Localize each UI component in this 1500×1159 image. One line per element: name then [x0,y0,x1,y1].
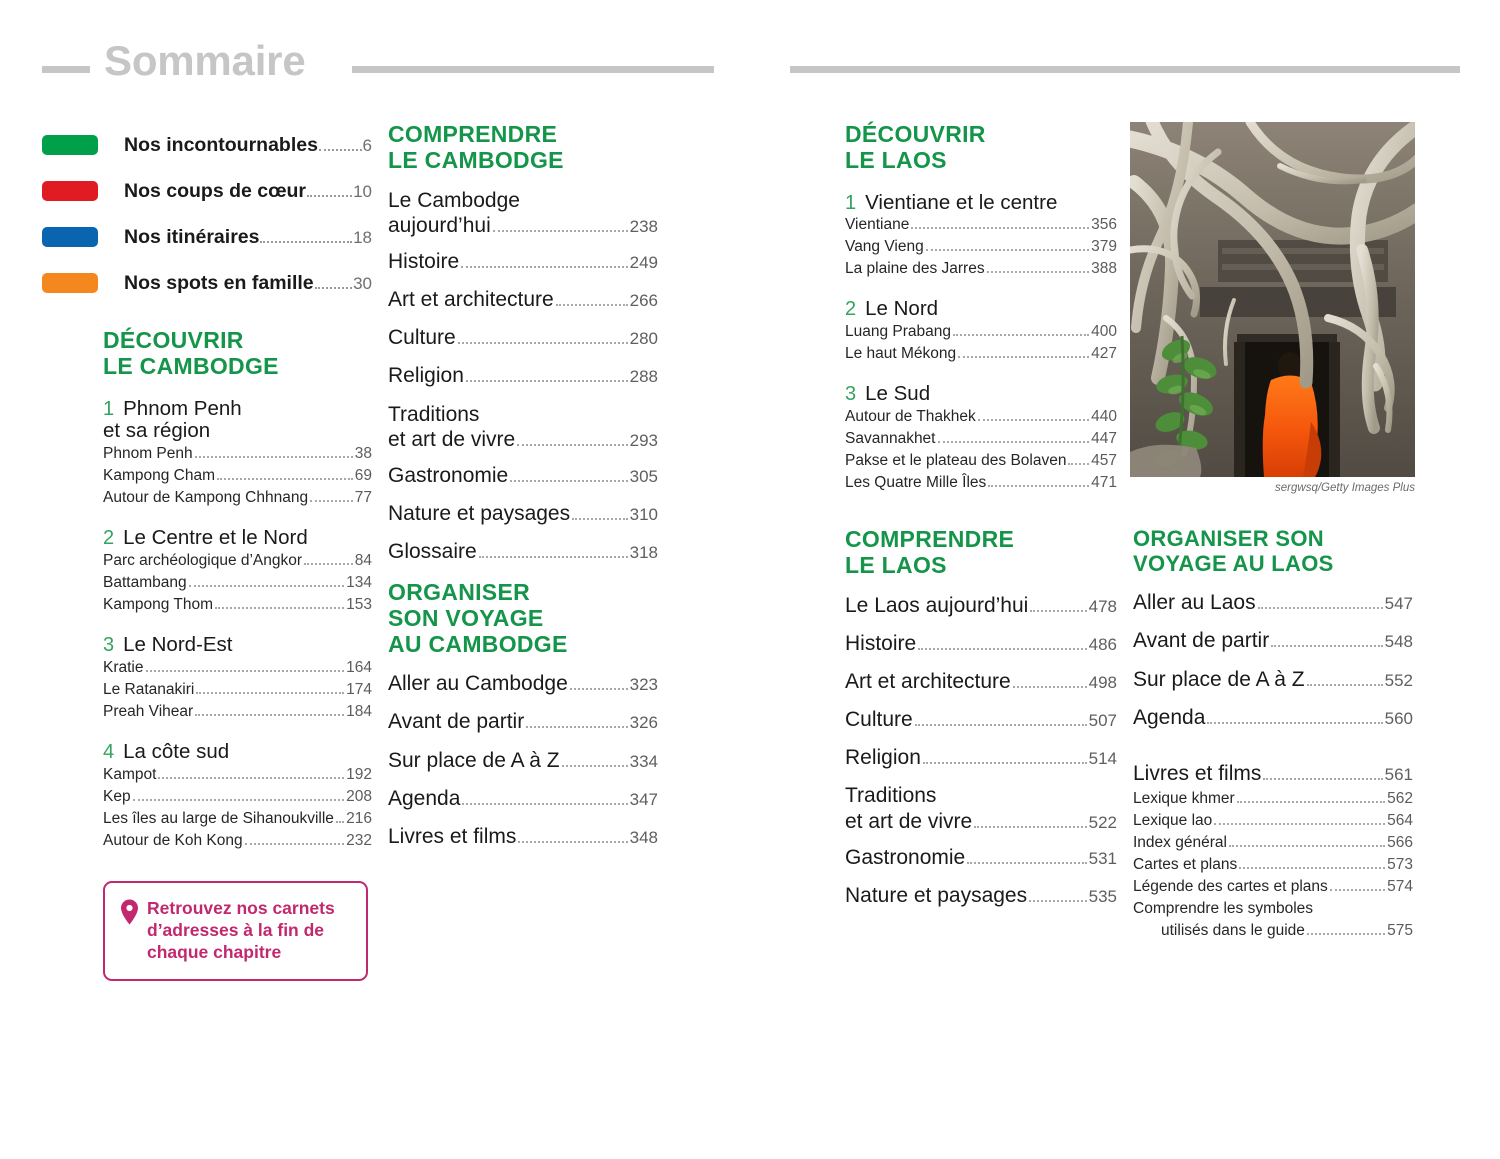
dot-leader [158,777,344,779]
toc-entry[interactable] [845,450,1117,472]
dot-leader [315,287,352,289]
entry-page: 249 [629,252,658,272]
toc-entry[interactable] [1133,667,1413,692]
entry-label: Culture [845,708,913,732]
toc-entry[interactable] [103,808,372,830]
dot-leader [1030,610,1086,612]
dot-leader [1258,607,1383,609]
dot-leader [195,714,344,716]
entry-page: 486 [1088,634,1117,654]
entry-page: 232 [346,832,372,850]
dot-leader [1029,900,1087,902]
header-rule-left [42,66,90,73]
toc-entry[interactable] [1133,810,1413,832]
chapter-label: Le Sud [865,382,931,406]
dot-leader [195,456,353,458]
legend-item[interactable] [42,260,372,306]
dot-leader [915,724,1087,726]
toc-entry[interactable] [1133,898,1413,920]
chapter-number: 2 [845,298,857,321]
entry-page: 531 [1088,848,1117,868]
legend-label: Nos coups de cœur [124,179,307,202]
entry-page: 266 [629,291,658,311]
entry-page: 562 [1387,790,1413,808]
entry-label: Avant de partir [1133,629,1270,653]
dot-leader [570,688,628,690]
column-three [845,122,1117,494]
dot-leader [987,271,1090,273]
entry-label: Nature et paysages [388,502,571,526]
entry-page: 238 [629,216,658,236]
dot-leader [319,149,362,151]
entry-page: 535 [1088,887,1117,906]
dot-leader [958,356,1089,358]
entry-label: Sur place de A à Z [1133,667,1305,691]
entry-label: Battambang [103,574,187,592]
dot-leader [461,266,627,268]
dot-leader [215,607,344,609]
entry-label: Cartes et plans [1133,856,1238,874]
entry-page: 478 [1088,596,1117,616]
toc-entry[interactable] [845,321,1117,343]
dot-leader [526,726,627,728]
column-two [388,122,658,578]
legend-label: Nos spots en famille [124,271,314,294]
legend-item[interactable] [42,168,372,214]
entry-label-cont: aujourd’hui [388,213,491,237]
toc-entry[interactable] [103,594,372,616]
dot-leader [307,195,352,197]
dot-leader [245,843,345,845]
dot-leader [967,862,1086,864]
toc-entry[interactable] [1133,788,1413,810]
toc-entry[interactable] [845,883,1117,908]
toc-entry[interactable] [845,783,1117,833]
entry-label: Kep [103,788,131,806]
toc-entry[interactable] [103,443,372,465]
entry-page: 153 [346,596,372,614]
chapter-block [103,741,372,852]
toc-entry[interactable] [388,325,658,350]
toc-entry[interactable] [103,786,372,808]
entry-page: 522 [1088,812,1117,832]
dot-leader [556,304,628,306]
legend-page: 6 [362,135,372,155]
dot-leader [462,803,627,805]
chapter-label: Phnom Penh [123,396,242,420]
toc-entry[interactable] [388,748,658,773]
entry-page: 427 [1091,345,1117,363]
section-heading-decouvrir-laos: DÉCOUVRIR LE LAOS [845,121,986,173]
entry-page: 84 [354,552,372,570]
temple-monk-illustration [1130,122,1415,477]
entry-label: Aller au Laos [1133,591,1256,615]
toc-entry[interactable] [103,764,372,786]
toc-entry[interactable] [845,236,1117,258]
toc-entry[interactable] [1133,876,1413,898]
dot-leader [493,230,628,232]
toc-entry[interactable] [103,830,372,852]
toc-entry[interactable] [845,472,1117,494]
legend-item[interactable] [42,122,372,168]
entry-label: Autour de Kampong Chhnang [103,489,309,507]
dot-leader [133,799,345,801]
dot-leader [1263,778,1382,780]
dot-leader [1013,686,1087,688]
page-header [0,30,1500,90]
entry-page: 573 [1387,856,1413,874]
dot-leader [518,841,627,843]
column-one [42,122,372,852]
section-heading-organiser-laos: ORGANISER SON VOYAGE AU LAOS [1133,526,1334,576]
entry-page: 514 [1088,749,1117,769]
color-chip-green [42,135,98,155]
chapter-block [103,527,372,616]
section-heading-comprendre-cambodge: COMPRENDRE LE CAMBODGE [388,121,564,173]
toc-entry[interactable] [845,707,1117,732]
toc-entry[interactable] [103,487,372,509]
chapter-block [103,398,372,510]
entry-page: 547 [1384,594,1413,614]
chapter-label: La côte sud [123,740,230,764]
entry-label: Traditions [845,784,937,808]
dot-leader [196,692,344,694]
chapter-number: 4 [103,741,115,764]
entry-label: Glossaire [388,540,477,564]
entry-label: Livres et films [1133,762,1262,785]
entry-page: 574 [1387,878,1413,896]
entry-page: 326 [629,713,658,733]
entry-page: 77 [354,489,372,507]
entry-label: Le Ratanakiri [103,681,195,699]
entry-page: 164 [346,659,372,677]
entry-page: 192 [346,766,372,784]
chapter-number: 3 [103,634,115,657]
entry-label: Preah Vihear [103,703,194,721]
entry-label: utilisés dans le guide [1161,922,1305,940]
entry-page: 548 [1384,632,1413,652]
chapter-number: 3 [845,383,857,406]
toc-entry[interactable] [845,258,1117,280]
toc-entry[interactable] [103,679,372,701]
toc-entry[interactable] [1133,832,1413,854]
chapter-label: Le Centre et le Nord [123,526,308,550]
dot-leader [1214,823,1385,825]
dot-leader [562,765,628,767]
chapter-title-line2: et sa région [103,419,211,443]
carnets-callout-box[interactable] [103,881,368,981]
entry-page: 216 [346,810,372,828]
dot-leader [189,585,345,587]
dot-leader [458,342,628,344]
toc-entry[interactable] [388,363,658,388]
entry-label: Kampot [103,766,157,784]
dot-leader [479,556,628,558]
entry-label: Avant de partir [388,710,525,734]
entry-page: 564 [1387,812,1413,830]
header-rule-right [790,66,1460,73]
dot-leader [923,762,1087,764]
entry-page: 310 [629,505,658,525]
chapter-title[interactable] [845,192,1117,215]
entry-label-cont: et art de vivre [388,427,516,451]
entry-label: Agenda [388,786,461,810]
entry-page: 507 [1088,711,1117,731]
entry-label: Autour de Thakhek [845,408,976,426]
chapter-block [845,192,1117,281]
chapter-title[interactable] [103,398,372,421]
toc-entry[interactable] [388,402,658,452]
entry-label: Les îles au large de Sihanoukville [103,810,334,828]
entry-label: Le Laos aujourd’hui [845,593,1029,617]
chapter-label: Le Nord-Est [123,633,233,657]
dot-leader [1229,845,1385,847]
legend-list [42,122,372,306]
entry-label: Parc archéologique d’Angkor [103,552,303,570]
dot-leader [336,821,344,823]
entry-label: La plaine des Jarres [845,260,985,278]
toc-entry[interactable] [388,786,658,811]
dot-leader [974,826,1086,828]
entry-page: 69 [354,467,372,485]
entry-page: 288 [629,367,658,387]
toc-entry[interactable] [388,249,658,274]
legend-label: Nos itinéraires [124,225,260,248]
entry-label: Sur place de A à Z [388,748,560,772]
entry-page: 134 [346,574,372,592]
entry-page: 334 [629,751,658,771]
toc-entry[interactable] [388,709,658,734]
toc-entry[interactable] [845,343,1117,365]
entry-page: 280 [629,329,658,349]
toc-entry[interactable] [845,428,1117,450]
entry-label: Histoire [388,249,460,273]
entry-label: Kampong Thom [103,596,213,614]
dot-leader [510,480,627,482]
dot-leader [978,419,1089,421]
entry-page: 471 [1091,474,1117,492]
toc-entry[interactable] [845,406,1117,428]
entry-label: Savannakhet [845,430,936,448]
toc-entry[interactable] [388,463,658,488]
entry-page: 356 [1091,216,1117,234]
dot-leader [304,563,353,565]
entry-label: Autour de Koh Kong [103,832,243,850]
entry-label: Livres et films [388,825,517,848]
entry-label: Vang Vieng [845,238,924,256]
entry-label: Culture [388,326,456,350]
entry-page: 388 [1091,260,1117,278]
dot-leader [310,500,353,502]
toc-entry[interactable] [1133,590,1413,615]
entry-label: Histoire [845,631,917,655]
entry-label: Agenda [1133,705,1206,729]
column-two-lower [388,580,658,862]
entry-label: Les Quatre Mille Îles [845,474,987,492]
entry-label: Pakse et le plateau des Bolaven [845,452,1067,470]
toc-entry[interactable] [388,671,658,696]
chapter-block [845,383,1117,494]
chapter-number: 1 [103,397,115,420]
entry-label: Kampong Cham [103,467,216,485]
legend-page: 10 [353,181,372,201]
entry-page: 400 [1091,323,1117,341]
section-heading-organiser-cambodge: ORGANISER SON VOYAGE AU CAMBODGE [388,579,568,657]
entry-label: Légende des cartes et plans [1133,878,1328,896]
dot-leader [1307,933,1385,935]
dot-leader [953,334,1089,336]
entry-label: Kratie [103,659,144,677]
chapter-title[interactable] [103,741,372,764]
toc-entry[interactable] [388,539,658,564]
entry-label-cont: et art de vivre [845,809,973,833]
entry-label: Luang Prabang [845,323,952,341]
entry-label: Comprendre les symboles [1133,900,1314,918]
entry-label: Nature et paysages [845,884,1028,907]
toc-entry[interactable] [103,701,372,723]
entry-page: 447 [1091,430,1117,448]
toc-entry[interactable] [103,572,372,594]
chapter-label: Le Nord [865,297,939,321]
chapter-label: Vientiane et le centre [865,190,1058,214]
toc-entry[interactable] [1133,920,1413,942]
entry-page: 498 [1088,672,1117,692]
entry-label: Art et architecture [845,669,1011,693]
toc-entry[interactable] [845,845,1117,870]
toc-entry[interactable] [103,550,372,572]
entry-page: 560 [1384,708,1413,728]
chapter-title[interactable] [845,383,1117,406]
dot-leader [911,227,1089,229]
entry-label: Traditions [388,402,480,426]
chapter-number: 1 [845,191,857,214]
chapter-title[interactable] [103,634,372,657]
section-heading-decouvrir-cambodge: DÉCOUVRIR LE CAMBODGE [103,327,279,379]
entry-label: Lexique lao [1133,812,1213,830]
entry-page: 440 [1091,408,1117,426]
dot-leader [146,670,345,672]
toc-entry[interactable] [388,501,658,526]
chapter-block [103,634,372,723]
dot-leader [466,380,628,382]
color-chip-red [42,181,98,201]
toc-entry[interactable] [103,465,372,487]
chapter-title[interactable] [103,527,372,550]
entry-label: Religion [845,746,921,770]
dot-leader [926,249,1089,251]
entry-page: 552 [1384,670,1413,690]
column-three-lower [845,527,1117,921]
color-chip-orange [42,273,98,293]
column-four-lower [1133,527,1413,942]
toc-entry[interactable] [845,631,1117,656]
entry-page: 575 [1387,922,1413,940]
entry-label: Le haut Mékong [845,345,957,363]
dot-leader [1237,801,1385,803]
entry-page: 348 [629,828,658,847]
dot-leader [517,444,627,446]
dot-leader [1239,867,1385,869]
photo-block [1130,122,1415,494]
entry-page: 457 [1091,452,1117,470]
entry-page: 379 [1091,238,1117,256]
dot-leader [1271,645,1382,647]
entry-page: 293 [629,430,658,450]
legend-label: Nos incontournables [124,133,318,156]
toc-entry[interactable] [388,188,658,238]
entry-label: Gastronomie [388,464,509,487]
entry-page: 174 [346,681,372,699]
toc-entry[interactable] [103,657,372,679]
entry-label: Phnom Penh [103,445,193,463]
toc-entry[interactable] [845,745,1117,770]
entry-page: 561 [1384,765,1413,784]
entry-label: Art et architecture [388,288,554,312]
entry-page: 566 [1387,834,1413,852]
toc-entry[interactable] [388,824,658,849]
chapter-title[interactable] [845,298,1117,321]
dot-leader [260,241,352,243]
dot-leader [572,518,628,520]
toc-entry[interactable] [1133,761,1413,786]
callout-text: Retrouvez nos carnets d’adresses à la fin de chaque chapitre [147,898,335,963]
entry-label: Gastronomie [845,845,966,869]
dot-leader [217,478,353,480]
entry-label: Lexique khmer [1133,790,1235,808]
entry-label: Le Cambodge [388,188,520,212]
map-pin-icon [120,899,139,925]
toc-entry[interactable] [845,214,1117,236]
chapter-number: 2 [103,527,115,550]
chapter-block [845,298,1117,365]
dot-leader [938,441,1090,443]
header-rule-middle [352,66,714,73]
dot-leader [918,648,1086,650]
dot-leader [1307,684,1383,686]
toc-entry[interactable] [388,287,658,312]
entry-label: Index général [1133,834,1227,852]
entry-label: Vientiane [845,216,910,234]
toc-entry[interactable] [1133,628,1413,653]
page-title: Sommaire [104,37,306,84]
dot-leader [1330,889,1385,891]
toc-entry[interactable] [1133,854,1413,876]
entry-page: 208 [346,788,372,806]
entry-page: 305 [629,467,658,486]
entry-page: 347 [629,789,658,809]
section-heading-comprendre-laos: COMPRENDRE LE LAOS [845,526,1015,578]
entry-label: Religion [388,364,464,388]
dot-leader [1207,722,1382,724]
entry-page: 38 [354,445,372,463]
dot-leader [1068,463,1089,465]
legend-page: 18 [353,227,372,247]
entry-page: 184 [346,703,372,721]
entry-page: 318 [629,543,658,563]
dot-leader [988,485,1089,487]
toc-entry[interactable] [1133,705,1413,730]
entry-label: Aller au Cambodge [388,672,568,696]
temple-monk-photo [1130,122,1415,477]
legend-item[interactable] [42,214,372,260]
toc-entry[interactable] [845,669,1117,694]
photo-credit: sergwsq/Getty Images Plus [1275,482,1415,494]
color-chip-blue [42,227,98,247]
entry-page: 323 [629,675,658,695]
legend-page: 30 [353,273,372,293]
toc-entry[interactable] [845,593,1117,618]
